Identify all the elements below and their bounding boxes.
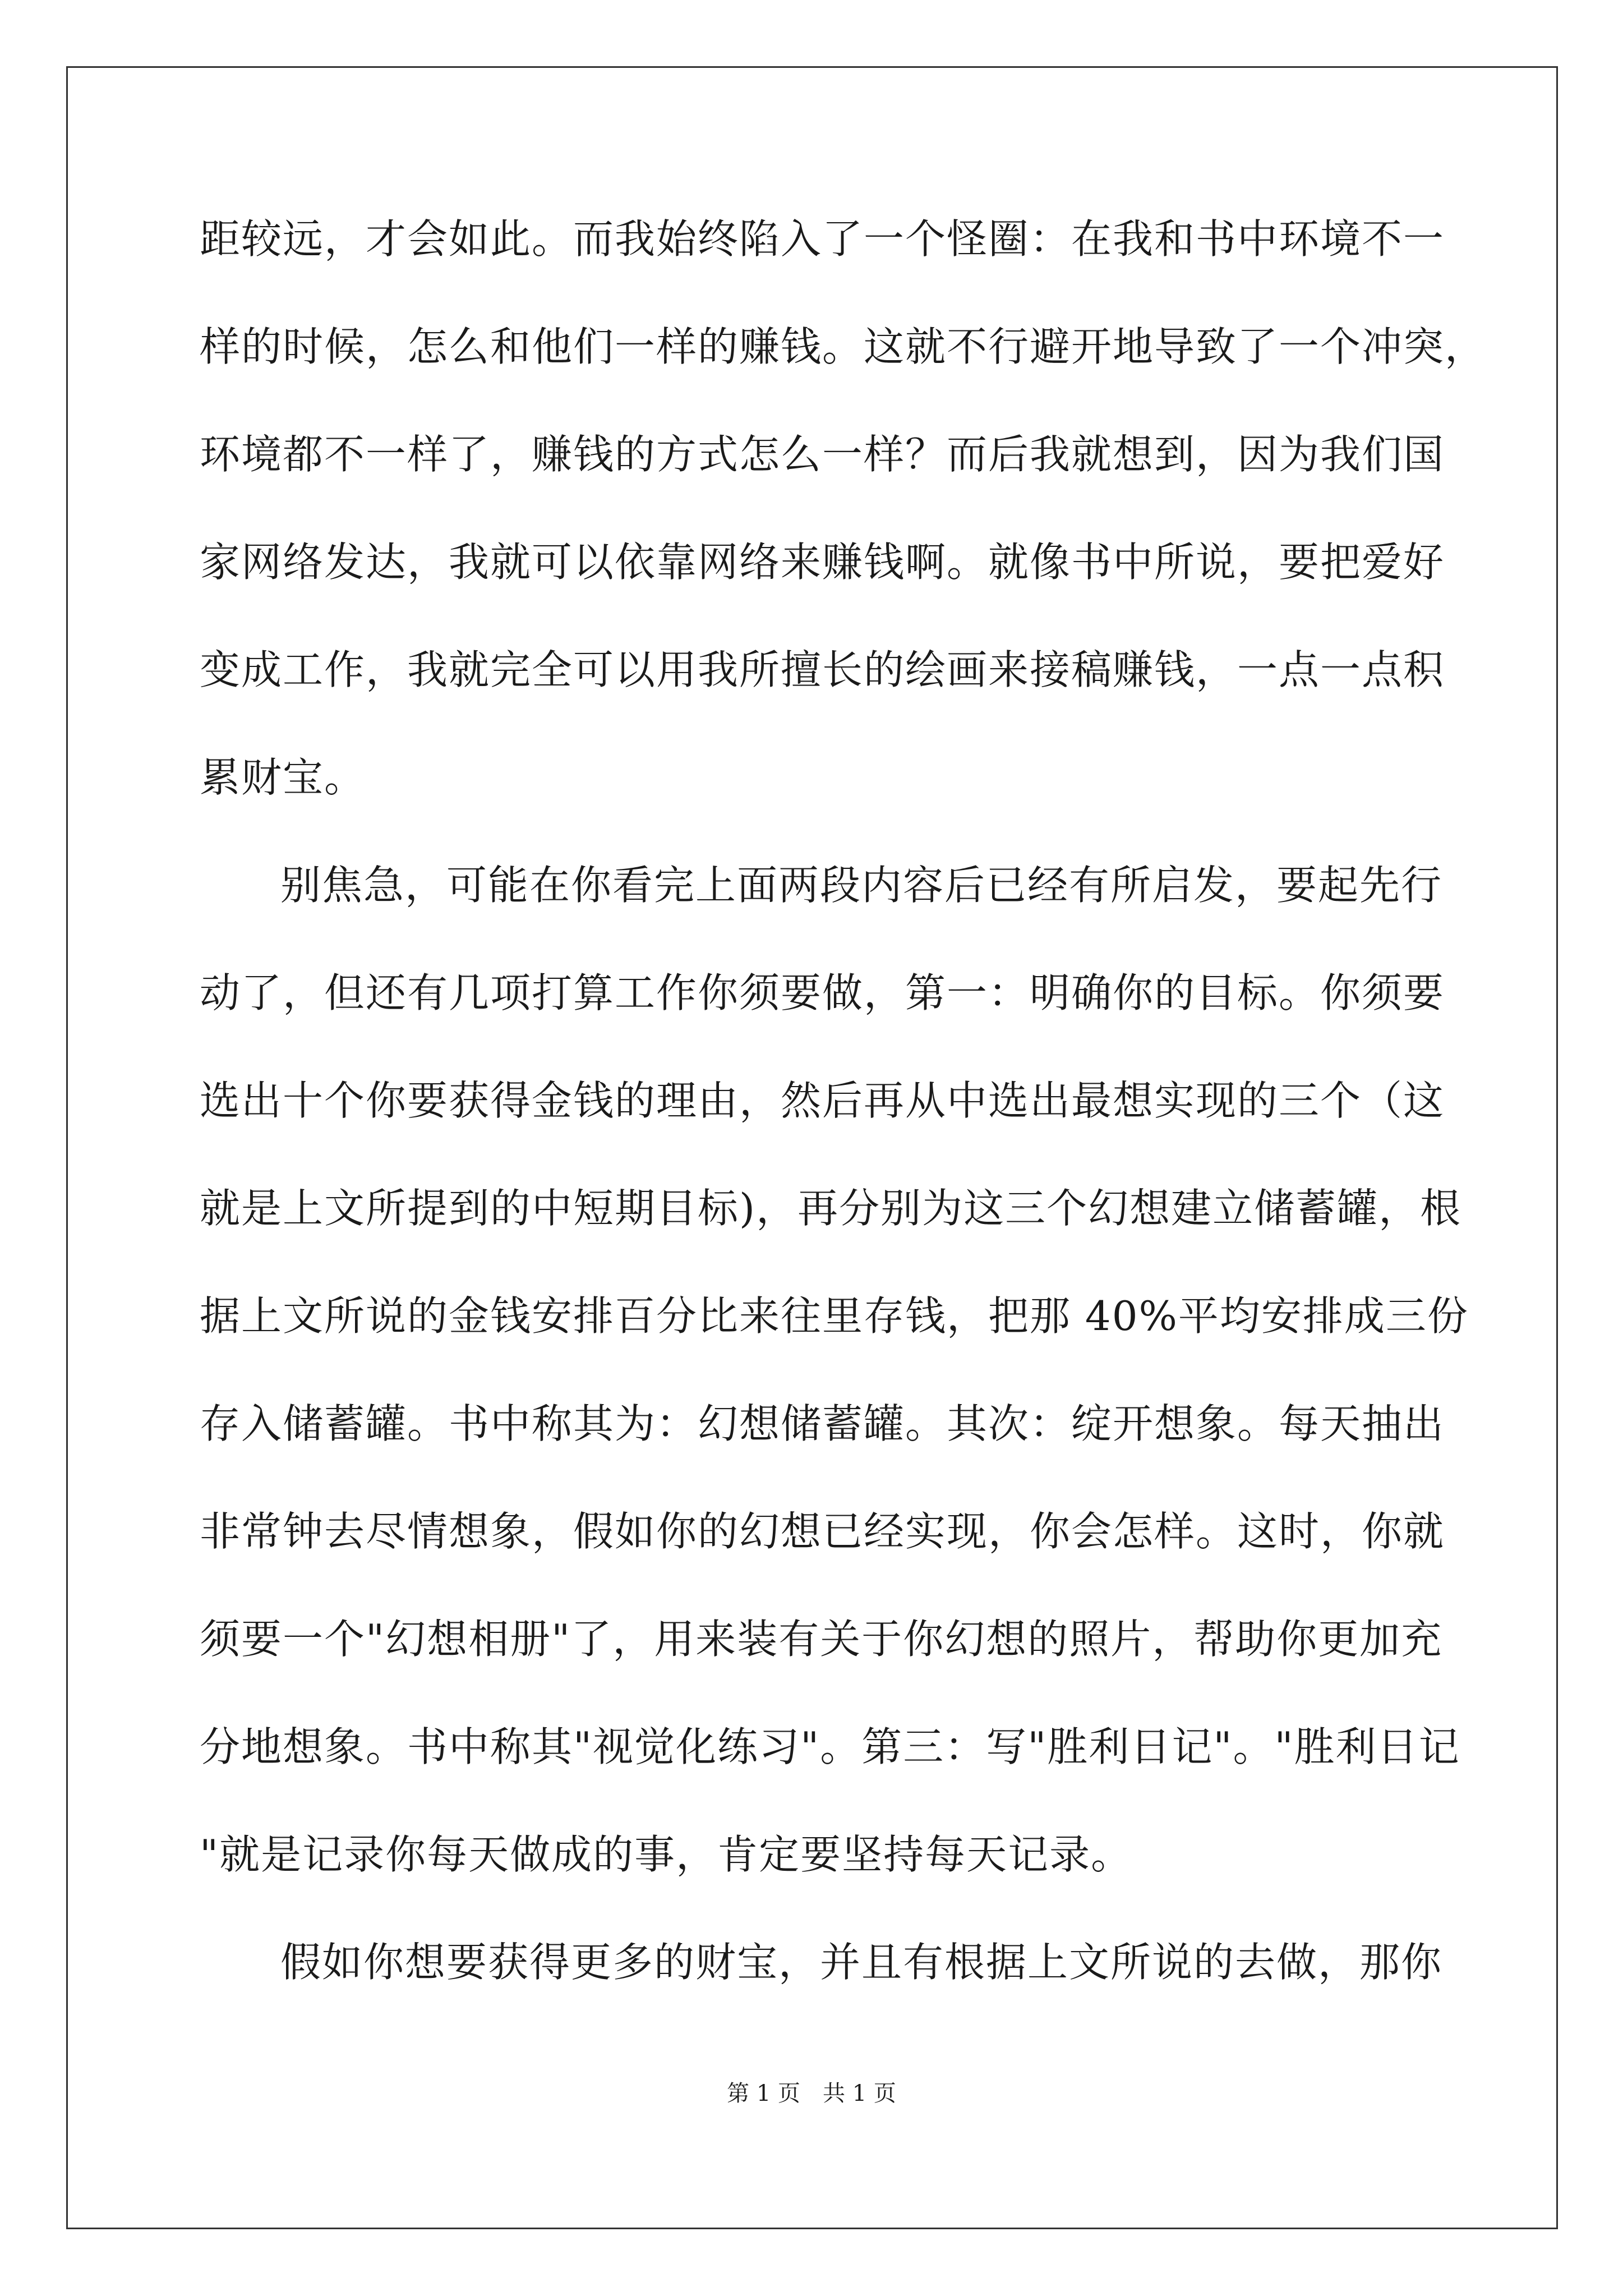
text-line: 选出十个你要获得金钱的理由，然后再从中选出最想实现的三个（这 <box>200 1077 1445 1124</box>
text-line: 就是上文所提到的中短期目标)，再分别为这三个幻想建立储蓄罐，根 <box>200 1185 1462 1232</box>
text-line: 变成工作，我就完全可以用我所擅长的绘画来接稿赚钱，一点一点积 <box>200 646 1445 693</box>
text-line: 非常钟去尽情想象，假如你的幻想已经实现，你会怎样。这时，你就 <box>200 1508 1445 1555</box>
text-line: 别焦急，可能在你看完上面两段内容后已经有所启发，要起先行 <box>280 862 1443 909</box>
document-body <box>200 205 1487 2036</box>
text-line: 环境都不一样了，赚钱的方式怎么一样？而后我就想到，因为我们国 <box>200 431 1445 478</box>
text-line: "就是记录你每天做成的事，肯定要坚持每天记录。 <box>200 1831 1133 1878</box>
text-line: 须要一个"幻想相册"了，用来装有关于你幻想的照片，帮助你更加充 <box>200 1616 1443 1663</box>
text-line: 累财宝。 <box>200 754 366 801</box>
text-line: 存入储蓄罐。书中称其为：幻想储蓄罐。其次：绽开想象。每天抽出 <box>200 1400 1445 1447</box>
page-number-footer: 第 1 页 共 1 页 <box>727 2081 896 2106</box>
text-line: 家网络发达，我就可以依靠网络来赚钱啊。就像书中所说，要把爱好 <box>200 539 1445 586</box>
text-line: 据上文所说的金钱安排百分比来往里存钱，把那 40%平均安排成三份 <box>200 1292 1469 1340</box>
text-line: 动了，但还有几项打算工作你须要做，第一：明确你的目标。你须要 <box>200 969 1445 1016</box>
text-line: 距较远，才会如此。而我始终陷入了一个怪圈：在我和书中环境不一 <box>200 215 1445 263</box>
text-line: 分地想象。书中称其"视觉化练习"。第三：写"胜利日记"。"胜利日记 <box>200 1723 1460 1770</box>
text-line: 假如你想要获得更多的财宝，并且有根据上文所说的去做，那你 <box>280 1939 1443 1986</box>
text-line: 样的时候，怎么和他们一样的赚钱。这就不行避开地导致了一个冲突， <box>200 323 1487 370</box>
